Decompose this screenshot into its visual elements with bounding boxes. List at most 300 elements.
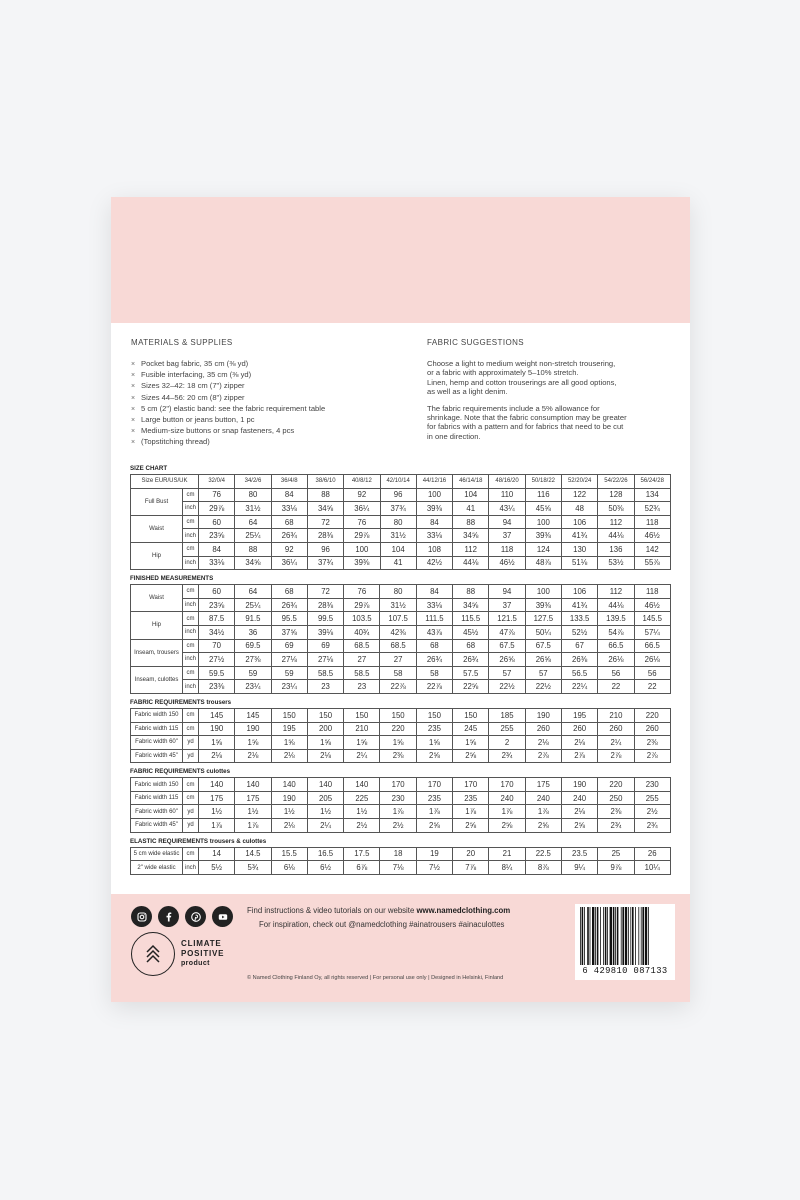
value-cell: 87.5 [199,612,235,626]
unit-cell: inch [183,625,199,639]
row-group-label: Waist [131,585,183,612]
value-cell: 2½ [344,819,380,833]
value-cell: 2⅛ [271,749,307,763]
table-subtitle: culottes [206,768,231,776]
materials-list [131,359,411,449]
value-cell: 235 [453,791,489,805]
value-cell: 2½ [634,805,670,819]
value-cell: 70 [199,639,235,653]
value-cell: 136 [598,542,634,556]
value-cell: 142 [634,542,670,556]
value-cell: 2⅝ [489,819,525,833]
table-row [131,542,671,556]
value-cell: 1⅝ [271,736,307,750]
finished-measurements-table [130,584,671,694]
value-cell: 37⅝ [271,625,307,639]
value-cell: 59 [235,666,271,680]
value-cell: 67 [561,639,597,653]
unit-cell: yd [183,805,199,819]
value-cell: 106 [561,515,597,529]
value-cell: 41¾ [561,598,597,612]
value-cell: 42½ [416,556,452,570]
value-cell: 26 [634,847,670,861]
value-cell: 170 [453,778,489,792]
value-cell: 17.5 [344,847,380,861]
value-cell: 1⅞ [235,819,271,833]
value-cell: 52½ [561,625,597,639]
value-cell: 45½ [453,625,489,639]
value-cell: 112 [453,542,489,556]
bullet-x-icon: × [131,383,136,391]
value-cell: 26⅜ [561,653,597,667]
value-cell: 22 [598,680,634,694]
unit-cell: inch [183,529,199,543]
barcode-number: 6 429810 087133 [582,966,668,976]
material-item [131,404,411,415]
value-cell: 2¼ [307,819,343,833]
value-cell: 1⅝ [453,736,489,750]
value-cell: 96 [380,488,416,502]
value-cell: 26¾ [271,529,307,543]
value-cell: 1⅝ [380,736,416,750]
material-text: Large button or jeans button, 1 pc [141,415,255,425]
value-cell: 2⅞ [634,749,670,763]
value-cell: 72 [307,515,343,529]
fabric-paragraph [427,359,672,397]
value-cell: 7⅞ [453,861,489,875]
table-row [131,805,671,819]
value-cell: 1⅝ [235,736,271,750]
size-header-cell: 40/8/12 [344,475,380,489]
row-label: Fabric width 45" [131,749,183,763]
value-cell: 40¾ [344,625,380,639]
value-cell: 23⅜ [199,680,235,694]
value-cell: 76 [199,488,235,502]
climate-line-2: POSITIVE [181,949,225,958]
value-cell: 99.5 [307,612,343,626]
size-header-cell: 34/2/6 [235,475,271,489]
table-row [131,708,671,722]
value-cell: 25 [598,847,634,861]
value-cell: 34⅝ [453,529,489,543]
table-row [131,749,671,763]
value-cell: 195 [561,708,597,722]
value-cell: 130 [561,542,597,556]
unit-cell: inch [183,680,199,694]
value-cell: 56.5 [561,666,597,680]
value-cell: 260 [598,722,634,736]
value-cell: 68 [271,585,307,599]
fabric-line: The fabric requirements include a 5% allowance for [427,403,600,413]
value-cell: 140 [344,778,380,792]
value-cell: 39⅜ [344,556,380,570]
value-cell: 43⅞ [416,625,452,639]
value-cell: 44⅛ [598,598,634,612]
value-cell: 235 [416,722,452,736]
value-cell: 1⅞ [489,805,525,819]
value-cell: 112 [598,585,634,599]
table-row [131,722,671,736]
row-group-label: Waist [131,515,183,542]
value-cell: 22⅞ [380,680,416,694]
value-cell: 100 [525,515,561,529]
value-cell: 26⅝ [525,653,561,667]
chevrons-up-icon [131,932,175,976]
value-cell: 116 [525,488,561,502]
value-cell: 69 [271,639,307,653]
value-cell: 68 [416,639,452,653]
value-cell: 8¼ [489,861,525,875]
value-cell: 68.5 [344,639,380,653]
value-cell: 95.5 [271,612,307,626]
value-cell: 2⅛ [525,736,561,750]
material-text: Sizes 32–42: 18 cm (7") zipper [141,381,245,391]
material-text: Medium-size buttons or snap fasteners, 4 pcs [141,426,295,436]
value-cell: 205 [307,791,343,805]
value-cell: 2¼ [344,749,380,763]
size-header-cell: 32/0/4 [199,475,235,489]
value-cell: 33⅛ [416,529,452,543]
row-group-label: Hip [131,612,183,639]
value-cell: 1⅞ [380,805,416,819]
value-cell: 1⅞ [453,805,489,819]
material-item [131,415,411,426]
material-item [131,437,411,448]
value-cell: 15.5 [271,847,307,861]
size-header-row [131,475,671,489]
unit-cell: cm [183,847,199,861]
material-item [131,359,411,370]
value-cell: 121.5 [489,612,525,626]
value-cell: 56 [598,666,634,680]
value-cell: 43¼ [489,502,525,516]
table-row [131,736,671,750]
table-subtitle: trousers [206,698,232,706]
fabric-line: as well as a light denim. [427,387,508,397]
row-label: Fabric width 150 [131,778,183,792]
value-cell: 37 [489,529,525,543]
value-cell: 26¾ [416,653,452,667]
value-cell: 31½ [235,502,271,516]
value-cell: 140 [235,778,271,792]
value-cell: 2⅞ [561,749,597,763]
value-cell: 23 [344,680,380,694]
climate-text [181,939,224,969]
value-cell: 190 [199,722,235,736]
value-cell: 145 [199,708,235,722]
material-item [131,393,411,404]
value-cell: 31½ [380,598,416,612]
value-cell: 18 [380,847,416,861]
finished-measurements-title [130,574,670,584]
size-header-cell: 38/6/10 [307,475,343,489]
value-cell: 118 [634,515,670,529]
value-cell: 2⅝ [453,819,489,833]
value-cell: 250 [598,791,634,805]
value-cell: 110 [489,488,525,502]
value-cell: 150 [453,708,489,722]
value-cell: 27 [380,653,416,667]
value-cell: 9⅞ [598,861,634,875]
fabric-title: FABRIC SUGGESTIONS [427,338,524,347]
table-title: SIZE CHART [130,465,168,472]
value-cell: 46½ [634,598,670,612]
value-cell: 190 [525,708,561,722]
value-cell: 64 [235,585,271,599]
value-cell: 57¼ [634,625,670,639]
value-cell: 22¼ [561,680,597,694]
value-cell: 2⅛ [561,736,597,750]
value-cell: 23 [307,680,343,694]
size-header-cell: 48/16/20 [489,475,525,489]
value-cell: 26⅝ [489,653,525,667]
value-cell: 33⅛ [271,502,307,516]
value-cell: 29⅞ [344,529,380,543]
row-label: Fabric width 150 [131,708,183,722]
value-cell: 45⅝ [525,502,561,516]
value-cell: 170 [416,778,452,792]
footer-band [111,894,690,1002]
value-cell: 69.5 [235,639,271,653]
value-cell: 72 [307,585,343,599]
value-cell: 88 [453,515,489,529]
value-cell: 34⅝ [453,598,489,612]
table-row [131,585,671,599]
value-cell: 111.5 [416,612,452,626]
website-link[interactable]: www.namedclothing.com [416,906,511,915]
value-cell: 1½ [344,805,380,819]
value-cell: 29⅞ [344,598,380,612]
value-cell: 26⅛ [634,653,670,667]
value-cell: 1½ [271,805,307,819]
measurement-tables [130,464,670,879]
material-text: Fusible interfacing, 35 cm (⅜ yd) [141,370,252,380]
table-subtitle: trousers & culottes [209,837,267,845]
value-cell: 26⅛ [598,653,634,667]
table-row [131,680,671,694]
value-cell: 47⅞ [489,625,525,639]
value-cell: 9¼ [561,861,597,875]
value-cell: 27⅜ [235,653,271,667]
value-cell: 57 [525,666,561,680]
value-cell: 39⅜ [525,598,561,612]
size-header-label: Size EUR/US/UK [131,475,199,489]
value-cell: 60 [199,585,235,599]
value-cell: 2¾ [598,819,634,833]
value-cell: 245 [453,722,489,736]
value-cell: 34½ [199,625,235,639]
size-chart-title [130,464,670,474]
row-group-label: Inseam, culottes [131,666,183,693]
value-cell: 26¾ [271,598,307,612]
value-cell: 2⅛ [235,749,271,763]
table-row [131,598,671,612]
value-cell: 240 [489,791,525,805]
value-cell: 230 [634,778,670,792]
value-cell: 52¾ [634,502,670,516]
value-cell: 57.5 [453,666,489,680]
value-cell: 2⅞ [598,749,634,763]
value-cell: 16.5 [307,847,343,861]
value-cell: 112 [598,515,634,529]
value-cell: 104 [380,542,416,556]
value-cell: 44⅛ [453,556,489,570]
copyright-text: © Named Clothing Finland Oy, all rights reserved | For personal use only | Designed in Helsinki, Finland [247,975,504,981]
value-cell: 1½ [199,805,235,819]
value-cell: 2⅝ [453,749,489,763]
value-cell: 1½ [307,805,343,819]
value-cell: 92 [271,542,307,556]
value-cell: 21 [489,847,525,861]
value-cell: 23.5 [561,847,597,861]
value-cell: 58 [416,666,452,680]
value-cell: 2 [489,736,525,750]
value-cell: 84 [416,515,452,529]
material-item [131,381,411,392]
value-cell: 2⅝ [525,819,561,833]
value-cell: 150 [307,708,343,722]
table-title: FABRIC REQUIREMENTS [130,698,205,706]
value-cell: 84 [416,585,452,599]
size-header-cell: 46/14/18 [453,475,489,489]
size-header-cell: 42/10/14 [380,475,416,489]
fabric-paragraph [427,404,672,442]
value-cell: 25¼ [235,529,271,543]
value-cell: 94 [489,515,525,529]
value-cell: 150 [380,708,416,722]
table-row [131,819,671,833]
material-text: 5 cm (2") elastic band: see the fabric requirement table [141,403,326,413]
value-cell: 145.5 [634,612,670,626]
bullet-x-icon: × [131,361,136,368]
value-cell: 59.5 [199,666,235,680]
value-cell: 37 [489,598,525,612]
material-item [131,370,411,381]
value-cell: 127.5 [525,612,561,626]
value-cell: 2⅛ [561,805,597,819]
pinterest-icon[interactable] [185,906,206,927]
unit-cell: cm [183,542,199,556]
table-row [131,612,671,626]
unit-cell: cm [183,666,199,680]
unit-cell: inch [183,556,199,570]
value-cell: 6½ [307,861,343,875]
value-cell: 80 [380,515,416,529]
value-cell: 150 [416,708,452,722]
row-label: Fabric width 45" [131,819,183,833]
value-cell: 1⅞ [416,805,452,819]
value-cell: 54⅞ [598,625,634,639]
value-cell: 39⅛ [307,625,343,639]
value-cell: 240 [525,791,561,805]
unit-cell: inch [183,502,199,516]
facebook-icon[interactable] [158,906,179,927]
value-cell: 26¾ [453,653,489,667]
material-text: Pocket bag fabric, 35 cm (⅜ yd) [141,359,249,368]
unit-cell: cm [183,791,199,805]
value-cell: 25¼ [235,598,271,612]
value-cell: 108 [416,542,452,556]
value-cell: 2⅝ [416,749,452,763]
value-cell: 230 [380,791,416,805]
value-cell: 5½ [199,861,235,875]
value-cell: 50⅜ [598,502,634,516]
barcode-bars [579,907,671,965]
value-cell: 175 [199,791,235,805]
value-cell: 14 [199,847,235,861]
value-cell: 2⅛ [307,749,343,763]
value-cell: 1⅝ [307,736,343,750]
value-cell: 260 [525,722,561,736]
pattern-back-cover [111,197,690,1002]
value-cell: 2⅛ [271,819,307,833]
value-cell: 170 [489,778,525,792]
fabric-req-culottes-title [130,767,670,777]
value-cell: 145 [235,708,271,722]
materials-title: MATERIALS & SUPPLIES [131,338,233,347]
value-cell: 260 [634,722,670,736]
value-cell: 118 [634,585,670,599]
value-cell: 57 [489,666,525,680]
value-cell: 2⅛ [199,749,235,763]
value-cell: 76 [344,585,380,599]
bullet-x-icon: × [131,439,136,447]
table-row [131,861,671,875]
instagram-icon[interactable] [131,906,152,927]
size-header-cell: 56/24/28 [634,475,670,489]
value-cell: 115.5 [453,612,489,626]
fabric-line: in one direction. [427,431,481,441]
fabric-line: shrinkage. Note that the fabric consumption may be greater [427,413,627,423]
top-pink-band [111,197,690,323]
value-cell: 80 [235,488,271,502]
value-cell: 66.5 [634,639,670,653]
unit-cell: cm [183,708,199,722]
value-cell: 27½ [199,653,235,667]
value-cell: 91.5 [235,612,271,626]
climate-line-1: CLIMATE [181,939,222,948]
value-cell: 67.5 [489,639,525,653]
bullet-x-icon: × [131,372,136,380]
value-cell: 1⅞ [199,819,235,833]
fabric-line: Linen, hemp and cotton trouserings are all good options, [427,377,617,387]
value-cell: 23⅝ [199,529,235,543]
value-cell: 1⅞ [525,805,561,819]
value-cell: 190 [271,791,307,805]
bullet-x-icon: × [131,405,136,413]
value-cell: 2⅜ [380,749,416,763]
value-cell: 175 [525,778,561,792]
unit-cell: inch [183,653,199,667]
value-cell: 41 [453,502,489,516]
value-cell: 100 [525,585,561,599]
unit-cell: cm [183,639,199,653]
value-cell: 190 [235,722,271,736]
value-cell: 134 [634,488,670,502]
value-cell: 210 [344,722,380,736]
value-cell: 1½ [235,805,271,819]
value-cell: 7½ [416,861,452,875]
value-cell: 22⅞ [416,680,452,694]
value-cell: 7⅛ [380,861,416,875]
value-cell: 41¾ [561,529,597,543]
value-cell: 58.5 [344,666,380,680]
youtube-icon[interactable] [212,906,233,927]
table-row [131,515,671,529]
value-cell: 2¾ [489,749,525,763]
value-cell: 1⅝ [416,736,452,750]
value-cell: 140 [271,778,307,792]
